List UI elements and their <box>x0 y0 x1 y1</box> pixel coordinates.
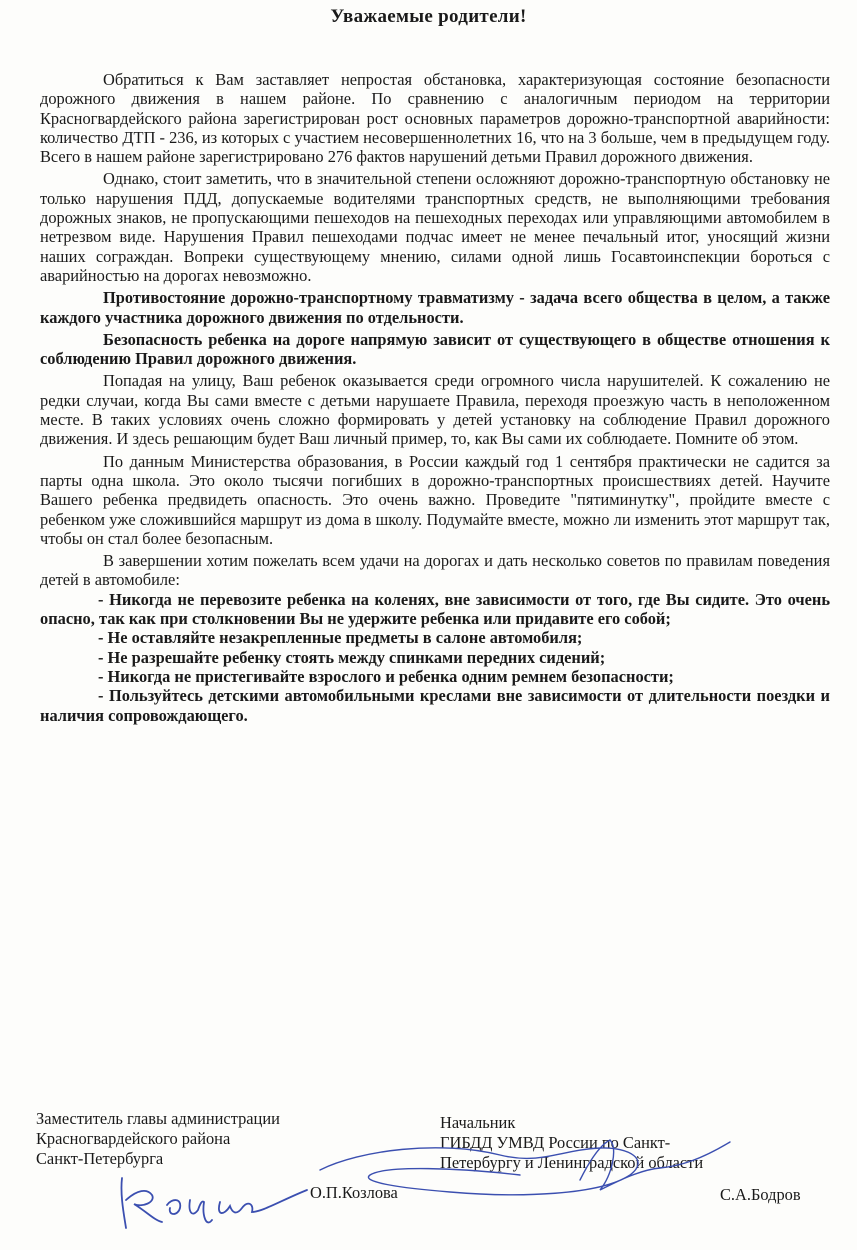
bold-paragraph: Противостояние дорожно-транспортному травматизму - задача всего общества в целом, а также каждого участника дорожного движения по отдельности. <box>40 288 830 327</box>
signer-position: Заместитель главы администрации <box>36 1109 280 1128</box>
signer-position: ГИБДД УМВД России по Санкт- <box>440 1133 671 1152</box>
paragraph: Обратиться к Вам заставляет непростая обстановка, характеризующая состояние безопасности дорожного движения в нашем районе. По сравнению с аналогичным периодом на территории Красногвардейского района зарегистрирован рост основных параметров дорожно-транспортной аварийности: количество ДТП - 236, из которых с участием несовершеннолетних 16, что на 3 больше, чем в предыдущем году. Всего в нашем районе зарегистрировано 276 фактов нарушений детьми Правил дорожного движения. <box>40 70 830 167</box>
paragraph: Однако, стоит заметить, что в значительной степени осложняют дорожно-транспортную обстановку не только нарушения ПДД, допускаемые водителями транспортных средств, не выполняющими требования дорожных знаков, не пропускающими пешеходов на пешеходных переходах или управляющими автомобилем в нетрезвом виде. Нарушения Правил пешеходами подчас имеет не менее печальный итог, уносящий жизни наших сограждан. Вопреки существующему мнению, силами одной лишь Госавтоинспекции бороться с аварийностью на дорогах невозможно. <box>40 169 830 285</box>
bold-paragraph: Безопасность ребенка на дороге напрямую зависит от существующего в обществе отношения к соблюдению Правил дорожного движения. <box>40 329 830 369</box>
signer-position: Санкт-Петербурга <box>36 1149 164 1168</box>
signer-position: Петербургу и Ленинградской области <box>440 1153 704 1172</box>
signer-position: Начальник <box>440 1113 516 1132</box>
handwritten-signature-left <box>112 1160 312 1235</box>
signer-name-left: О.П.Козлова <box>310 1183 398 1202</box>
signer-name-right: С.А.Бодров <box>720 1185 801 1204</box>
letter-body <box>40 70 830 725</box>
tip-item: - Никогда не перевозите ребенка на коленях, вне зависимости от того, где Вы сидите. Это очень опасно, так как при столкновении Вы не удержите ребенка или придавите его собой; <box>40 589 830 629</box>
paragraph: В завершении хотим пожелать всем удачи на дорогах и дать несколько советов по правилам поведения детей в автомобиле: <box>40 551 830 590</box>
paragraph: По данным Министерства образования, в России каждый год 1 сентября практически не садится за парты одна школа. Это около тысячи погибших в дорожно-транспортных происшествиях детей. Научите Вашего ребенка предвидеть опасность. Это очень важно. Проведите "пятиминутку", пройдите вместе с ребенком уже сложившийся маршрут из дома в школу. Подумайте вместе, можно ли изменить этот маршрут так, чтобы он стал более безопасным. <box>40 451 830 548</box>
paragraph: Попадая на улицу, Ваш ребенок оказывается среди огромного числа нарушителей. К сожалению не редки случаи, когда Вы сами вместе с детьми нарушаете Правила, переходя проезжую часть в неположенном месте. В таких условиях очень сложно формировать у детей установку на соблюдение Правил дорожного движения. И здесь решающим будет Ваш личный пример, то, как Вы сами их соблюдаете. Помните об этом. <box>40 371 830 449</box>
tip-item: - Пользуйтесь детскими автомобильными креслами вне зависимости от длительности поездки и наличия сопровождающего. <box>40 686 830 725</box>
handwritten-signature-right <box>300 1120 760 1220</box>
tip-item: - Не разрешайте ребенку стоять между спинками передних сидений; <box>98 647 606 667</box>
tip-item: - Не оставляйте незакрепленные предметы в салоне автомобиля; <box>98 628 583 648</box>
letter-title: Уважаемые родители! <box>330 6 527 27</box>
tip-item: - Никогда не пристегивайте взрослого и ребенка одним ремнем безопасности; <box>98 666 674 686</box>
signer-position: Красногвардейского района <box>36 1129 231 1148</box>
